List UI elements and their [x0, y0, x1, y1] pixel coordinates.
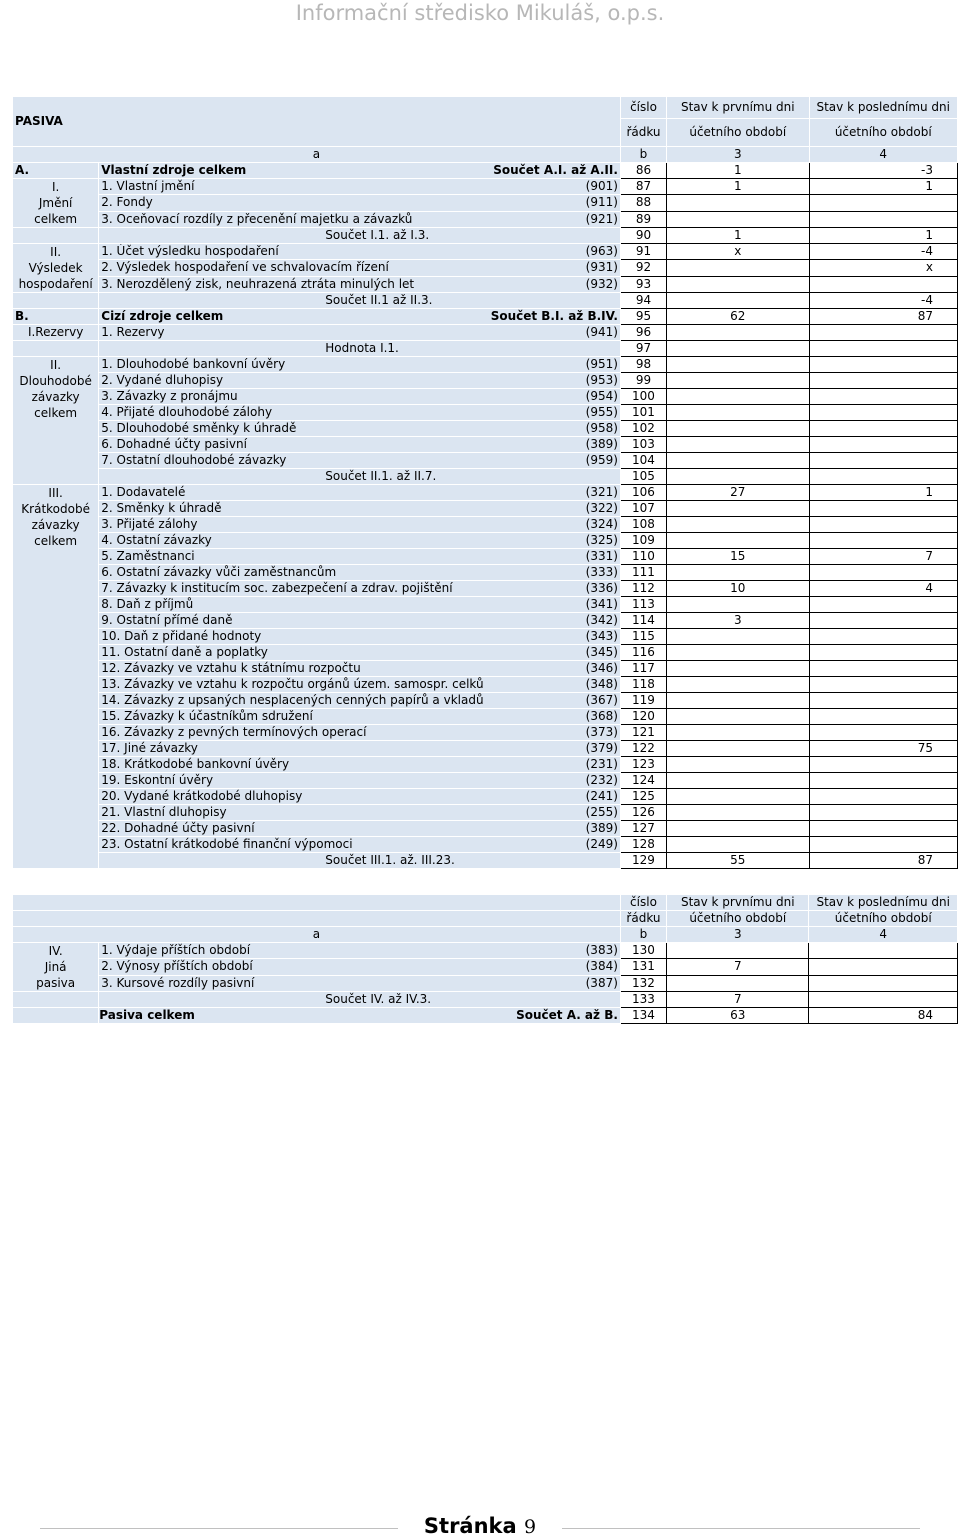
row-87: I. Jmění celkem 1. Vlastní jmění (901) 87 1 1: [13, 179, 958, 195]
row-133: Součet IV. až IV.3. 133 7: [13, 992, 958, 1008]
col-3: 3: [667, 147, 809, 163]
row-129: Součet III.1. až. III.23. 129 55 87: [13, 853, 958, 869]
row-99: 2. Vydané dluhopisy (953) 99: [13, 373, 958, 389]
col-prvni-2b: účetního období: [667, 911, 809, 927]
row-123: 18. Krátkodobé bankovní úvěry (231) 123: [13, 757, 958, 773]
row-124: 19. Eskontní úvěry (232) 124: [13, 773, 958, 789]
col-posl-1b: Stav k poslednímu dni: [809, 895, 958, 911]
jina-pasiva-table: [12, 894, 958, 1024]
row-115: 10. Daň z přidané hodnoty (343) 115: [13, 629, 958, 645]
row-108: 3. Přijaté zálohy (324) 108: [13, 517, 958, 533]
row-117: 12. Závazky ve vztahu k státnímu rozpočtu (346) 117: [13, 661, 958, 677]
row-119: 14. Závazky z upsaných nesplacených cenných papírů a vkladů (367) 119: [13, 693, 958, 709]
row-132: 3. Kursové rozdíly pasivní (387) 132: [13, 975, 958, 991]
page-header: Informační středisko Mikuláš, o.p.s.: [295, 1, 665, 25]
col-a: a: [13, 147, 621, 163]
row-122: 17. Jiné závazky (379) 122 75: [13, 741, 958, 757]
row-130: IV. Jiná pasiva 1. Výdaje příštích období (383) 130: [13, 943, 958, 959]
col-cislo-1: číslo: [620, 97, 666, 119]
row-a: A. Vlastní zdroje celkem Součet A.I. až A.II. 86 1 -3: [13, 163, 958, 179]
col-b-b: b: [620, 927, 666, 943]
row-125: 20. Vydané krátkodobé dluhopisy (241) 125: [13, 789, 958, 805]
pasiva-title: PASIVA: [13, 97, 621, 147]
row-102: 5. Dlouhodobé směnky k úhradě (958) 102: [13, 421, 958, 437]
row-98: II. Dlouhodobé závazky celkem 1. Dlouhodobé bankovní úvěry (951) 98: [13, 357, 958, 373]
row-109: 4. Ostatní závazky (325) 109: [13, 533, 958, 549]
row-128: 23. Ostatní krátkodobé finanční výpomoci (249) 128: [13, 837, 958, 853]
col-posl-1: Stav k poslednímu dni: [809, 97, 958, 119]
page-footer: Stránka 9: [423, 1514, 537, 1538]
row-112: 7. Závazky k institucím soc. zabezpečení a zdrav. pojištění (336) 112 10 4: [13, 581, 958, 597]
row-120: 15. Závazky k účastníkům sdružení (368) 120: [13, 709, 958, 725]
col-prvni-1: Stav k prvnímu dni: [667, 97, 809, 119]
footer-rule-right: [562, 1528, 920, 1529]
col-3-b: 3: [667, 927, 809, 943]
section-a-i: I. Jmění celkem: [13, 179, 99, 228]
footer-rule-left: [40, 1528, 398, 1529]
col-posl-2: účetního období: [809, 119, 958, 147]
row-b: B. Cizí zdroje celkem Součet B.I. až B.IV. 95 62 87: [13, 309, 958, 325]
row-114: 9. Ostatní přímé daně (342) 114 3: [13, 613, 958, 629]
row-94: Součet II.1 až II.3. 94 -4: [13, 293, 958, 309]
section-b-ii: II. Dlouhodobé závazky celkem: [13, 357, 99, 485]
section-a-ii: II. Výsledek hospodaření: [13, 244, 99, 293]
row-126: 21. Vlastní dluhopisy (255) 126: [13, 805, 958, 821]
row-104: 7. Ostatní dlouhodobé závazky (959) 104: [13, 453, 958, 469]
row-105: Součet II.1. až II.7. 105: [13, 469, 958, 485]
row-121: 16. Závazky z pevných termínových operací (373) 121: [13, 725, 958, 741]
row-88: 2. Fondy (911) 88: [13, 195, 958, 211]
row-92: 2. Výsledek hospodaření ve schvalovacím řízení (931) 92 x: [13, 260, 958, 276]
col-cislo-2: řádku: [620, 119, 666, 147]
col-b: b: [620, 147, 666, 163]
col-prvni-1b: Stav k prvnímu dni: [667, 895, 809, 911]
row-116: 11. Ostatní daně a poplatky (345) 116: [13, 645, 958, 661]
col-cislo-1b: číslo: [620, 895, 666, 911]
row-89: 3. Oceňovací rozdíly z přecenění majetku a závazků (921) 89: [13, 211, 958, 227]
section-b-i: I.Rezervy: [13, 325, 99, 341]
row-110: 5. Zaměstnanci (331) 110 15 7: [13, 549, 958, 565]
row-131: 2. Výnosy příštích období (384) 131 7: [13, 959, 958, 975]
row-107: 2. Směnky k úhradě (322) 107: [13, 501, 958, 517]
row-103: 6. Dohadné účty pasivní (389) 103: [13, 437, 958, 453]
row-127: 22. Dohadné účty pasivní (389) 127: [13, 821, 958, 837]
row-118: 13. Závazky ve vztahu k rozpočtu orgánů územ. samospr. celků (348) 118: [13, 677, 958, 693]
col-4-b: 4: [809, 927, 958, 943]
row-134-total: Pasiva celkem Součet A. až B. 134 63 84: [13, 1008, 958, 1024]
col-prvni-2: účetního období: [667, 119, 809, 147]
col-cislo-2b: řádku: [620, 911, 666, 927]
section-b-iv: IV. Jiná pasiva: [13, 943, 99, 992]
col-posl-2b: účetního období: [809, 911, 958, 927]
col-4: 4: [809, 147, 958, 163]
row-113: 8. Daň z příjmů (341) 113: [13, 597, 958, 613]
row-91: II. Výsledek hospodaření 1. Účet výsledku hospodaření (963) 91 x -4: [13, 244, 958, 260]
section-b-iii: III. Krátkodobé závazky celkem: [13, 485, 99, 869]
row-90: Součet I.1. až I.3. 90 1 1: [13, 228, 958, 244]
row-93: 3. Nerozdělený zisk, neuhrazená ztráta minulých let (932) 93: [13, 276, 958, 292]
row-97: Hodnota I.1. 97: [13, 341, 958, 357]
col-a-b: a: [13, 927, 621, 943]
row-106: III. Krátkodobé závazky celkem 1. Dodavatelé (321) 106 27 1: [13, 485, 958, 501]
row-96: I.Rezervy 1. Rezervy (941) 96: [13, 325, 958, 341]
pasiva-table: [12, 96, 958, 869]
row-101: 4. Přijaté dlouhodobé zálohy (955) 101: [13, 405, 958, 421]
row-111: 6. Ostatní závazky vůči zaměstnancům (333) 111: [13, 565, 958, 581]
row-100: 3. Závazky z pronájmu (954) 100: [13, 389, 958, 405]
